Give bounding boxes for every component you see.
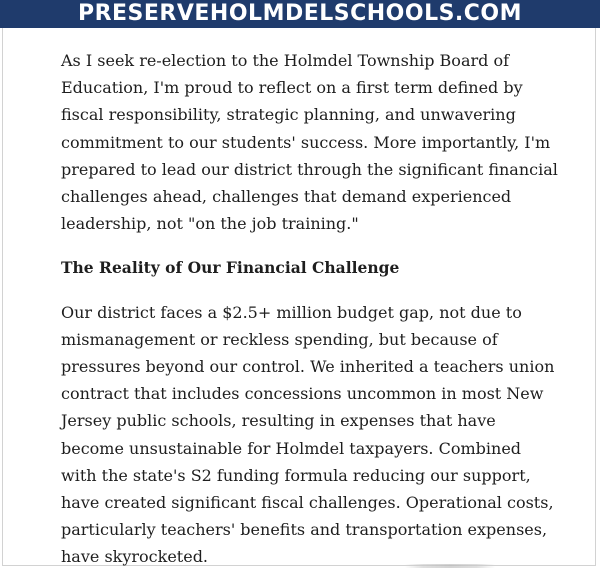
budget-paragraph: Our district faces a $2.5+ million budget gap, not due to mismanagement or reckless spending, but because of pressures beyond our control. We inherited a teachers union contract that includes concessions uncommon in most New Jersey public schools, resulting in expenses that have become unsustainable for Holmdel taxpayers. Combined with the state's S2 funding formula reducing our support, have created significant fiscal challenges. Operational costs, particularly teachers' benefits and transportation expenses, have skyrocketed. (61, 302, 555, 567)
article-body (61, 47, 561, 571)
section-heading: The Reality of Our Financial Challenge (61, 258, 400, 278)
cropped-text-artifact (405, 564, 495, 568)
intro-paragraph: As I seek re-election to the Holmdel Township Board of Education, I'm proud to reflect on a first term defined by fiscal responsibility, strategic planning, and unwavering commitment to our students' success. More importantly, I'm prepared to lead our district through the significant financial challenges ahead, challenges that demand experienced leadership, not "on the job training." (61, 51, 558, 234)
site-banner (0, 0, 600, 28)
site-title: PRESERVEHOLMDELSCHOOLS.COM (77, 1, 523, 26)
